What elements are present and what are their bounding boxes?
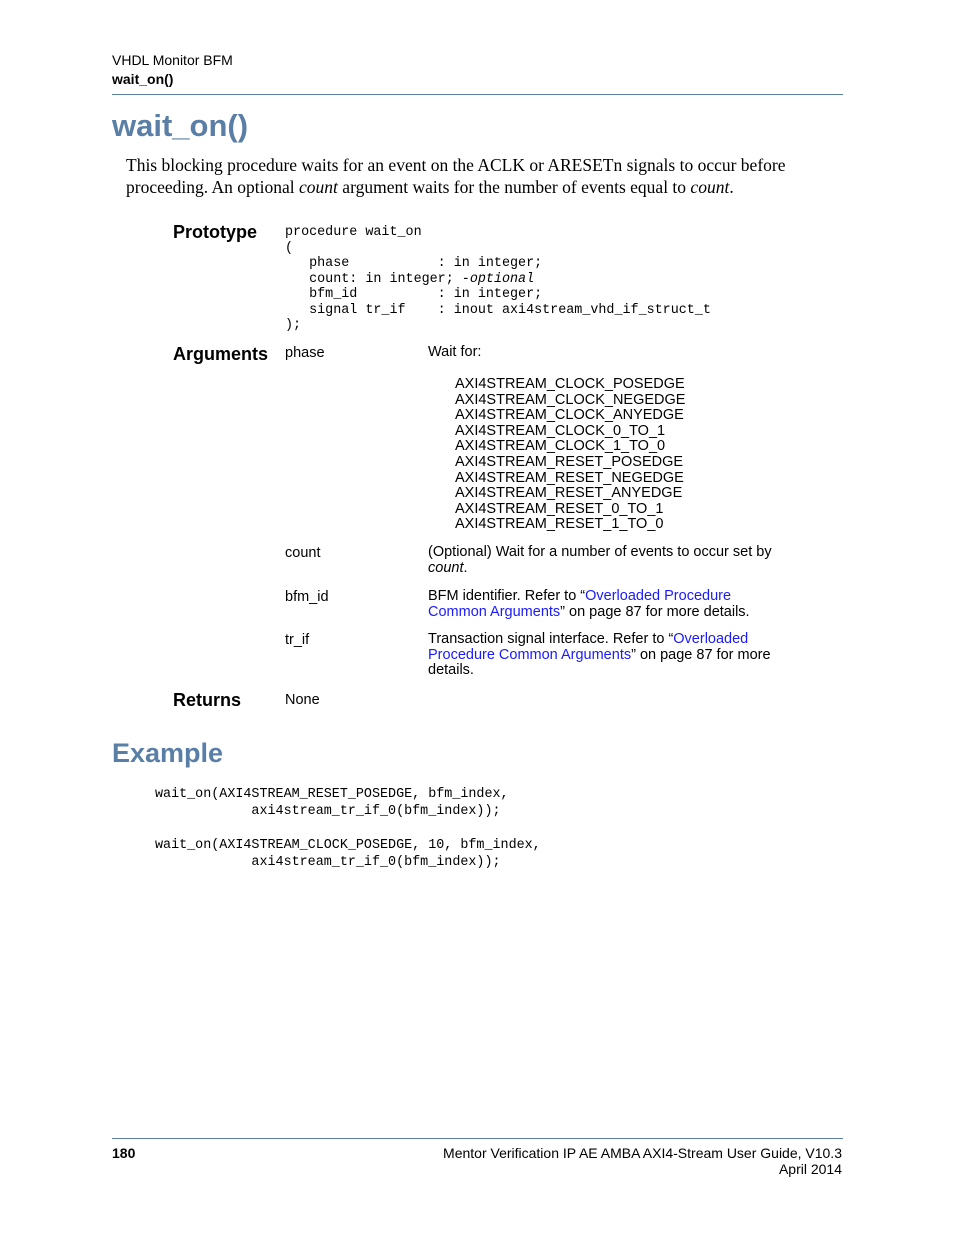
phase-value: AXI4STREAM_RESET_ANYEDGE xyxy=(455,485,683,502)
phase-value: AXI4STREAM_CLOCK_ANYEDGE xyxy=(455,407,684,424)
example-heading: Example xyxy=(112,738,224,768)
phase-value: AXI4STREAM_CLOCK_1_TO_0 xyxy=(455,438,666,455)
phase-value: AXI4STREAM_CLOCK_POSEDGE xyxy=(455,376,685,392)
phase-value: AXI4STREAM_RESET_NEGEDGE xyxy=(455,469,684,486)
prototype-label: Prototype xyxy=(173,222,258,242)
intro-text-2: argument waits for the number of events equal to xyxy=(337,177,691,197)
tr-if-desc-pre: Transaction signal interface. Refer to “ xyxy=(428,631,674,647)
phase-value: AXI4STREAM_RESET_1_TO_0 xyxy=(455,516,664,533)
tr-if-desc-post: ” on page 87 for more details. xyxy=(428,646,771,679)
intro-em-count-1: count xyxy=(299,177,338,197)
intro-paragraph xyxy=(126,154,842,198)
footer-doc-title: Mentor Verification IP AE AMBA AXI4-Stream User Guide, V10.3 xyxy=(443,1145,842,1161)
arguments-label: Arguments xyxy=(173,344,269,364)
returns-value: None xyxy=(285,692,320,708)
overloaded-procedure-link[interactable]: Overloaded Procedure Common Arguments xyxy=(428,631,749,663)
page-number: 180 xyxy=(112,1145,136,1161)
arg-desc-phase: Wait for: xyxy=(428,344,482,360)
bfm-id-desc-post: ” on page 87 for more details. xyxy=(560,603,750,620)
footer-rule xyxy=(112,1138,843,1139)
phase-value: AXI4STREAM_RESET_0_TO_1 xyxy=(455,500,664,517)
count-desc-text: (Optional) Wait for a number of events to occur set by xyxy=(428,544,772,560)
phase-values-list xyxy=(455,377,685,533)
arg-name-count: count xyxy=(285,545,321,561)
arg-name-tr-if: tr_if xyxy=(285,632,310,648)
footer-doc-info xyxy=(443,1145,842,1177)
intro-text-3: . xyxy=(729,177,734,197)
example-code: wait_on(AXI4STREAM_RESET_POSEDGE, bfm_index, axi4stream_tr_if_0(bfm_index)); wait_on(AXI4STREAM_CLOCK_POSEDGE, 10, bfm_index, axi4stream_tr_if_0(bfm_index)); xyxy=(155,787,541,870)
arg-name-bfm-id: bfm_id xyxy=(285,589,329,605)
count-desc-end: . xyxy=(463,559,468,576)
phase-value: AXI4STREAM_CLOCK_NEGEDGE xyxy=(455,391,686,408)
returns-label: Returns xyxy=(173,690,242,710)
prototype-code: procedure wait_on ( phase : in integer; count: in integer; -optional bfm_id : in integer; signal tr_if : inout axi4stream_vhd_if_struct_t ); xyxy=(285,225,711,333)
intro-em-count-2: count xyxy=(690,177,730,197)
running-header-section: VHDL Monitor BFM xyxy=(112,52,233,68)
arg-name-phase: phase xyxy=(285,345,325,361)
header-rule xyxy=(112,94,843,95)
arg-desc-bfm-id xyxy=(428,589,788,620)
overloaded-procedure-link[interactable]: Overloaded Procedure Common Arguments xyxy=(428,588,732,620)
footer-date: April 2014 xyxy=(778,1161,842,1177)
running-header-topic: wait_on() xyxy=(112,71,174,87)
phase-value: AXI4STREAM_CLOCK_0_TO_1 xyxy=(455,422,666,439)
arg-desc-tr-if xyxy=(428,632,803,679)
page-title: wait_on() xyxy=(112,108,249,143)
bfm-id-desc-pre: BFM identifier. Refer to “ xyxy=(428,588,586,604)
count-desc-em: count xyxy=(428,559,464,576)
intro-text-1: This blocking procedure waits for an event on the ACLK or ARESETn signals to occur before proceeding. An optional xyxy=(126,155,786,197)
arg-desc-count xyxy=(428,545,808,576)
phase-value: AXI4STREAM_RESET_POSEDGE xyxy=(455,453,684,470)
optional-comment: -optional xyxy=(461,271,535,287)
